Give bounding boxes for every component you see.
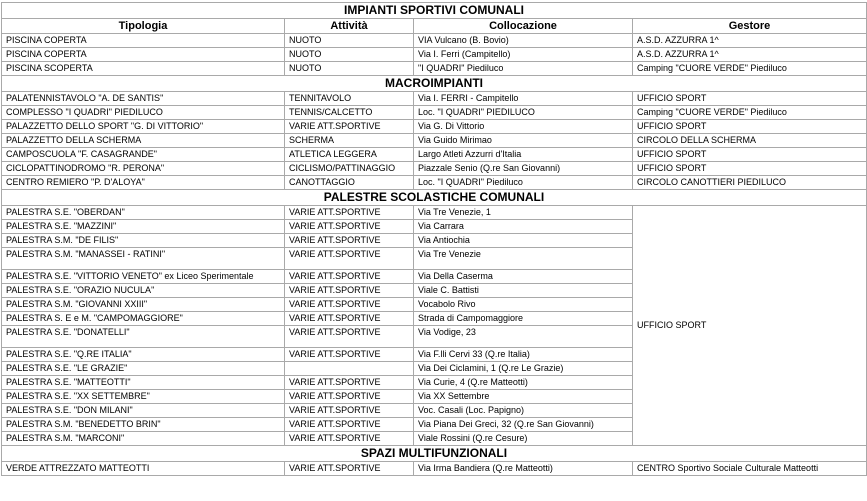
cell-attivita[interactable]: VARIE ATT.SPORTIVE — [285, 312, 414, 326]
cell-attivita[interactable]: VARIE ATT.SPORTIVE — [285, 432, 414, 446]
cell-tipologia[interactable]: PALESTRA S.M. "MARCONI" — [2, 432, 285, 446]
cell-collocazione[interactable]: Viale Rossini (Q.re Cesure) — [414, 432, 633, 446]
cell-collocazione[interactable]: Via F.lli Cervi 33 (Q.re Italia) — [414, 348, 633, 362]
cell-attivita[interactable]: VARIE ATT.SPORTIVE — [285, 404, 414, 418]
cell-attivita[interactable]: VARIE ATT.SPORTIVE — [285, 326, 414, 348]
cell-gestore[interactable]: UFFICIO SPORT — [633, 162, 867, 176]
cell-attivita[interactable]: VARIE ATT.SPORTIVE — [285, 418, 414, 432]
cell-collocazione[interactable]: Via Irma Bandiera (Q.re Matteotti) — [414, 462, 633, 476]
cell-attivita[interactable]: NUOTO — [285, 48, 414, 62]
cell-tipologia[interactable]: VERDE ATTREZZATO MATTEOTTI — [2, 462, 285, 476]
cell-attivita[interactable]: VARIE ATT.SPORTIVE — [285, 284, 414, 298]
cell-tipologia[interactable]: PALESTRA S. E e M. "CAMPOMAGGIORE" — [2, 312, 285, 326]
table-row — [2, 462, 867, 476]
cell-attivita[interactable]: NUOTO — [285, 62, 414, 76]
cell-attivita[interactable]: VARIE ATT.SPORTIVE — [285, 120, 414, 134]
cell-collocazione[interactable]: Via Tre Venezie — [414, 248, 633, 270]
cell-attivita[interactable]: CICLISMO/PATTINAGGIO — [285, 162, 414, 176]
cell-attivita[interactable]: VARIE ATT.SPORTIVE — [285, 206, 414, 220]
cell-tipologia[interactable]: PALESTRA S.M. "BENEDETTO BRIN" — [2, 418, 285, 432]
cell-attivita[interactable]: TENNITAVOLO — [285, 92, 414, 106]
table-row — [2, 162, 867, 176]
cell-tipologia[interactable]: PALESTRA S.E. "Q.RE ITALIA" — [2, 348, 285, 362]
cell-collocazione[interactable]: Strada di Campomaggiore — [414, 312, 633, 326]
cell-collocazione[interactable]: Via Della Caserma — [414, 270, 633, 284]
cell-tipologia[interactable]: PALAZZETTO DELLA SCHERMA — [2, 134, 285, 148]
table-row — [2, 206, 867, 220]
section-title: MACROIMPIANTI — [2, 76, 867, 92]
cell-tipologia[interactable]: PALATENNISTAVOLO "A. DE SANTIS" — [2, 92, 285, 106]
cell-tipologia[interactable]: PALESTRA S.E. "MATTEOTTI" — [2, 376, 285, 390]
column-header-collocazione: Collocazione — [414, 19, 633, 34]
table-row — [2, 34, 867, 48]
cell-attivita[interactable]: VARIE ATT.SPORTIVE — [285, 298, 414, 312]
cell-attivita[interactable]: VARIE ATT.SPORTIVE — [285, 348, 414, 362]
cell-attivita[interactable]: SCHERMA — [285, 134, 414, 148]
cell-tipologia[interactable]: PALESTRA S.M. "GIOVANNI XXIII" — [2, 298, 285, 312]
cell-gestore[interactable]: UFFICIO SPORT — [633, 92, 867, 106]
cell-gestore[interactable]: CIRCOLO DELLA SCHERMA — [633, 134, 867, 148]
column-header-attivita: Attività — [285, 19, 414, 34]
cell-collocazione[interactable]: Via I. FERRI - Campitello — [414, 92, 633, 106]
cell-attivita[interactable]: TENNIS/CALCETTO — [285, 106, 414, 120]
cell-collocazione[interactable]: Loc. "I QUADRI" Piediluco — [414, 176, 633, 190]
cell-gestore-merged[interactable]: UFFICIO SPORT — [633, 206, 867, 446]
cell-tipologia[interactable]: CAMPOSCUOLA "F. CASAGRANDE" — [2, 148, 285, 162]
cell-collocazione[interactable]: Via Vodige, 23 — [414, 326, 633, 348]
cell-attivita[interactable]: CANOTTAGGIO — [285, 176, 414, 190]
cell-tipologia[interactable]: PALESTRA S.E. "VITTORIO VENETO" ex Liceo Sperimentale — [2, 270, 285, 284]
cell-attivita[interactable]: VARIE ATT.SPORTIVE — [285, 390, 414, 404]
cell-tipologia[interactable]: PALESTRA S.E. "ORAZIO NUCULA" — [2, 284, 285, 298]
cell-gestore[interactable]: UFFICIO SPORT — [633, 148, 867, 162]
section-title: IMPIANTI SPORTIVI COMUNALI — [2, 3, 867, 19]
table-row — [2, 148, 867, 162]
section-title-row — [2, 3, 867, 19]
table-row — [2, 134, 867, 148]
table-row — [2, 176, 867, 190]
cell-collocazione[interactable]: Via G. Di Vittorio — [414, 120, 633, 134]
cell-gestore[interactable]: A.S.D. AZZURRA 1^ — [633, 34, 867, 48]
cell-collocazione[interactable]: Via Curie, 4 (Q.re Matteotti) — [414, 376, 633, 390]
section-title: SPAZI MULTIFUNZIONALI — [2, 446, 867, 462]
cell-gestore[interactable]: Camping "CUORE VERDE" Piediluco — [633, 106, 867, 120]
cell-attivita[interactable]: VARIE ATT.SPORTIVE — [285, 270, 414, 284]
cell-tipologia[interactable]: PALESTRA S.E. "LE GRAZIE" — [2, 362, 285, 376]
cell-gestore[interactable]: CIRCOLO CANOTTIERI PIEDILUCO — [633, 176, 867, 190]
cell-attivita[interactable]: VARIE ATT.SPORTIVE — [285, 376, 414, 390]
cell-tipologia[interactable]: PALESTRA S.E. "DONATELLI" — [2, 326, 285, 348]
cell-tipologia[interactable]: PALESTRA S.E. "DON MILANI" — [2, 404, 285, 418]
cell-attivita[interactable]: VARIE ATT.SPORTIVE — [285, 220, 414, 234]
table-row — [2, 62, 867, 76]
cell-tipologia[interactable]: PISCINA COPERTA — [2, 48, 285, 62]
column-header-gestore: Gestore — [633, 19, 867, 34]
cell-tipologia[interactable]: PALESTRA S.M. "DE FILIS" — [2, 234, 285, 248]
cell-attivita[interactable]: ATLETICA LEGGERA — [285, 148, 414, 162]
cell-collocazione[interactable]: Viale C. Battisti — [414, 284, 633, 298]
cell-collocazione[interactable]: Loc. "I QUADRI" PIEDILUCO — [414, 106, 633, 120]
cell-collocazione[interactable]: Via Piana Dei Greci, 32 (Q.re San Giovanni) — [414, 418, 633, 432]
cell-attivita[interactable]: VARIE ATT.SPORTIVE — [285, 248, 414, 270]
cell-attivita[interactable]: VARIE ATT.SPORTIVE — [285, 462, 414, 476]
cell-tipologia[interactable]: PALESTRA S.E. "XX SETTEMBRE" — [2, 390, 285, 404]
header-row — [2, 19, 867, 34]
cell-collocazione[interactable]: Via Antiochia — [414, 234, 633, 248]
cell-collocazione[interactable]: Via XX Settembre — [414, 390, 633, 404]
cell-tipologia[interactable]: COMPLESSO "I QUADRI" PIEDILUCO — [2, 106, 285, 120]
cell-collocazione[interactable]: Via Dei Ciclamini, 1 (Q.re Le Grazie) — [414, 362, 633, 376]
table-row — [2, 106, 867, 120]
section-title-row — [2, 190, 867, 206]
cell-collocazione[interactable]: Largo Atleti Azzurri d'Italia — [414, 148, 633, 162]
cell-gestore[interactable]: A.S.D. AZZURRA 1^ — [633, 48, 867, 62]
cell-tipologia[interactable]: PISCINA COPERTA — [2, 34, 285, 48]
cell-collocazione[interactable]: Via Tre Venezie, 1 — [414, 206, 633, 220]
cell-attivita[interactable]: VARIE ATT.SPORTIVE — [285, 234, 414, 248]
column-header-tipologia: Tipologia — [2, 19, 285, 34]
cell-collocazione[interactable]: "I QUADRI" Piediluco — [414, 62, 633, 76]
table-row — [2, 48, 867, 62]
cell-tipologia[interactable]: CENTRO REMIERO "P. D'ALOYA" — [2, 176, 285, 190]
table-row — [2, 92, 867, 106]
cell-tipologia[interactable]: PALAZZETTO DELLO SPORT "G. DI VITTORIO" — [2, 120, 285, 134]
section-title: PALESTRE SCOLASTICHE COMUNALI — [2, 190, 867, 206]
cell-collocazione[interactable]: Via Carrara — [414, 220, 633, 234]
cell-collocazione[interactable]: Piazzale Senio (Q.re San Giovanni) — [414, 162, 633, 176]
cell-collocazione[interactable]: Vocabolo Rivo — [414, 298, 633, 312]
cell-collocazione[interactable]: VIA Vulcano (B. Bovio) — [414, 34, 633, 48]
cell-gestore[interactable]: UFFICIO SPORT — [633, 120, 867, 134]
cell-collocazione[interactable]: Via I. Ferri (Campitello) — [414, 48, 633, 62]
cell-attivita[interactable] — [285, 362, 414, 376]
cell-tipologia[interactable]: PALESTRA S.M. "MANASSEI - RATINI" — [2, 248, 285, 270]
cell-gestore[interactable]: CENTRO Sportivo Sociale Culturale Matteotti — [633, 462, 867, 476]
section-title-row — [2, 76, 867, 92]
cell-collocazione[interactable]: Voc. Casali (Loc. Papigno) — [414, 404, 633, 418]
cell-tipologia[interactable]: PALESTRA S.E. "OBERDAN" — [2, 206, 285, 220]
cell-collocazione[interactable]: Via Guido Mirimao — [414, 134, 633, 148]
cell-tipologia[interactable]: PALESTRA S.E. "MAZZINI" — [2, 220, 285, 234]
table-row — [2, 120, 867, 134]
cell-gestore[interactable]: Camping "CUORE VERDE" Piediluco — [633, 62, 867, 76]
section-title-row — [2, 446, 867, 462]
facilities-table — [1, 2, 867, 476]
cell-tipologia[interactable]: CICLOPATTINODROMO "R. PERONA" — [2, 162, 285, 176]
cell-attivita[interactable]: NUOTO — [285, 34, 414, 48]
cell-tipologia[interactable]: PISCINA SCOPERTA — [2, 62, 285, 76]
